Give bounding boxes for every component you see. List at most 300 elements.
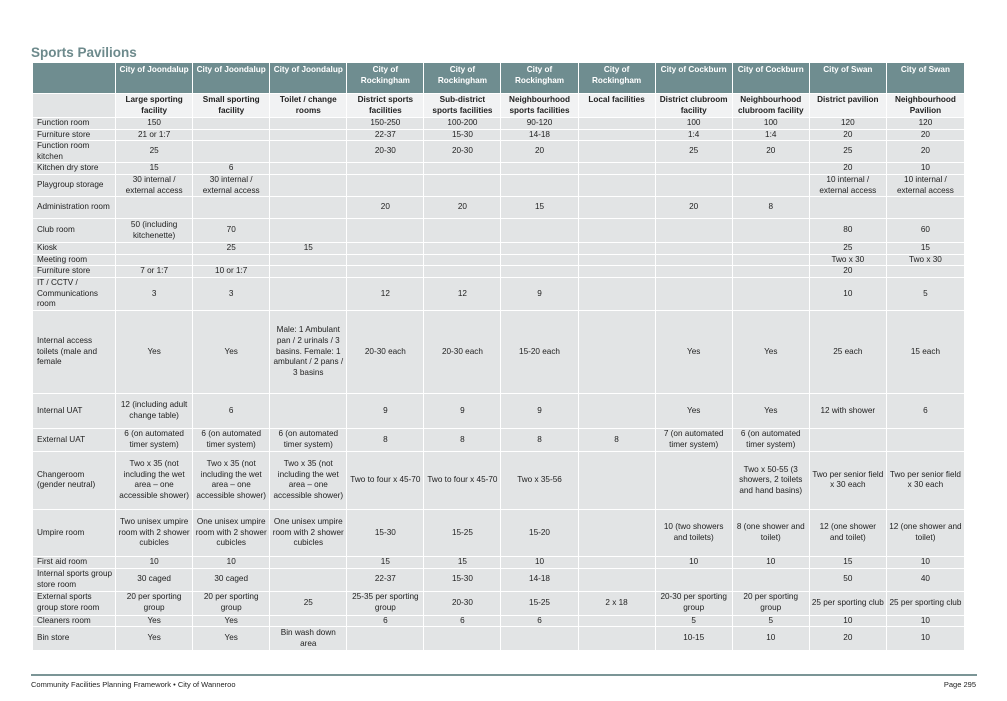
table-cell: 15 each: [886, 310, 964, 393]
table-cell: 6: [424, 615, 501, 627]
table-cell: Two to four x 45-70: [424, 451, 501, 509]
table-cell: 10: [655, 556, 732, 568]
table-cell: One unisex umpire room with 2 shower cubicles: [193, 509, 270, 556]
table-cell: Yes: [193, 310, 270, 393]
table-cell: [270, 174, 347, 196]
table-cell: 10: [886, 615, 964, 627]
table-cell: Two unisex umpire room with 2 shower cubicles: [116, 509, 193, 556]
facility-type-header-cell: District sports facilities: [347, 94, 424, 118]
table-cell: Yes: [116, 615, 193, 627]
table-cell: One unisex umpire room with 2 shower cubicles: [270, 509, 347, 556]
table-cell: 30 caged: [116, 568, 193, 591]
table-cell: [886, 428, 964, 451]
table-cell: 9: [501, 277, 578, 310]
table-cell: [501, 174, 578, 196]
table-cell: [578, 266, 655, 278]
table-cell: 120: [886, 118, 964, 130]
table-cell: 25 per sporting club: [886, 591, 964, 615]
table-cell: [347, 163, 424, 175]
table-cell: 6 (on automated timer system): [116, 428, 193, 451]
table-cell: 20 per sporting group: [193, 591, 270, 615]
table-cell: [501, 266, 578, 278]
table-cell: [655, 163, 732, 175]
table-cell: [270, 568, 347, 591]
council-header-row: [33, 63, 965, 94]
table-cell: [578, 254, 655, 266]
table-cell: 20: [809, 627, 886, 651]
table-cell: Yes: [116, 310, 193, 393]
table-cell: [501, 219, 578, 243]
table-cell: 8: [424, 428, 501, 451]
table-cell: 6: [193, 393, 270, 428]
table-cell: 10: [886, 627, 964, 651]
table-cell: 20: [501, 141, 578, 163]
row-label: Function room kitchen: [33, 141, 116, 163]
table-cell: 14-18: [501, 568, 578, 591]
table-cell: 15: [270, 243, 347, 255]
table-row: [33, 428, 965, 451]
table-cell: 10: [809, 615, 886, 627]
table-cell: [578, 219, 655, 243]
table-cell: [886, 197, 964, 219]
table-cell: 100: [732, 118, 809, 130]
table-cell: [655, 266, 732, 278]
table-cell: 8 (one shower and toilet): [732, 509, 809, 556]
council-header-cell: City of Joondalup: [193, 63, 270, 94]
table-cell: 6: [886, 393, 964, 428]
table-cell: [732, 277, 809, 310]
table-cell: 15-25: [501, 591, 578, 615]
table-cell: 21 or 1:7: [116, 129, 193, 141]
table-cell: 25: [809, 141, 886, 163]
table-cell: 15: [809, 556, 886, 568]
table-cell: 25: [809, 243, 886, 255]
table-cell: [578, 141, 655, 163]
table-cell: [270, 615, 347, 627]
council-header-cell: City of Rockingham: [501, 63, 578, 94]
table-cell: 50: [809, 568, 886, 591]
council-header-cell: City of Joondalup: [270, 63, 347, 94]
table-row: [33, 163, 965, 175]
table-cell: 6 (on automated timer system): [193, 428, 270, 451]
row-label: Club room: [33, 219, 116, 243]
table-cell: [578, 615, 655, 627]
table-cell: 70: [193, 219, 270, 243]
table-cell: [116, 254, 193, 266]
row-label: Bin store: [33, 627, 116, 651]
table-cell: 12 with shower: [809, 393, 886, 428]
table-cell: 12: [347, 277, 424, 310]
table-cell: 100: [655, 118, 732, 130]
table-cell: 12 (one shower and toilet): [809, 509, 886, 556]
table-cell: 12: [424, 277, 501, 310]
facility-type-header-cell: District pavilion: [809, 94, 886, 118]
table-cell: [655, 243, 732, 255]
table-cell: [809, 197, 886, 219]
table-cell: [732, 163, 809, 175]
table-cell: 20-30: [347, 141, 424, 163]
table-cell: 20-30 each: [424, 310, 501, 393]
facilities-table: [32, 62, 965, 651]
table-row: [33, 591, 965, 615]
table-cell: 10: [501, 556, 578, 568]
table-cell: 8: [347, 428, 424, 451]
table-cell: [732, 266, 809, 278]
table-cell: 10 or 1:7: [193, 266, 270, 278]
table-cell: [347, 219, 424, 243]
table-cell: 20: [424, 197, 501, 219]
table-cell: 25-35 per sporting group: [347, 591, 424, 615]
table-cell: 6 (on automated timer system): [270, 428, 347, 451]
table-cell: Two x 30: [886, 254, 964, 266]
table-cell: [270, 129, 347, 141]
table-cell: [193, 118, 270, 130]
row-label: Meeting room: [33, 254, 116, 266]
row-label: Internal access toilets (male and female: [33, 310, 116, 393]
table-cell: 22-37: [347, 568, 424, 591]
table-cell: Yes: [655, 310, 732, 393]
facility-type-header-cell: District clubroom facility: [655, 94, 732, 118]
table-row: [33, 568, 965, 591]
footer-page-number: Page 295: [943, 680, 976, 689]
table-cell: 10 (two showers and toilets): [655, 509, 732, 556]
table-cell: 14-18: [501, 129, 578, 141]
facility-type-header-cell: Neighbourhood clubroom facility: [732, 94, 809, 118]
table-cell: 25: [655, 141, 732, 163]
footer-document-title: Community Facilities Planning Framework • City of Wanneroo: [31, 680, 236, 689]
table-cell: 8: [578, 428, 655, 451]
table-row: [33, 627, 965, 651]
table-cell: [578, 310, 655, 393]
table-cell: [270, 219, 347, 243]
table-cell: 22-37: [347, 129, 424, 141]
table-cell: 10: [886, 556, 964, 568]
council-header-cell: City of Rockingham: [578, 63, 655, 94]
table-cell: [501, 243, 578, 255]
table-cell: [578, 163, 655, 175]
row-label: Umpire room: [33, 509, 116, 556]
table-row: [33, 174, 965, 196]
table-row: [33, 556, 965, 568]
table-cell: Two per senior field x 30 each: [809, 451, 886, 509]
table-cell: 12 (one shower and toilet): [886, 509, 964, 556]
table-cell: [424, 627, 501, 651]
table-cell: 10: [732, 556, 809, 568]
table-cell: Yes: [116, 627, 193, 651]
table-cell: 6: [193, 163, 270, 175]
council-header-cell: City of Swan: [886, 63, 964, 94]
table-cell: Two x 35 (not including the wet area – one accessible shower): [270, 451, 347, 509]
table-cell: [424, 243, 501, 255]
table-cell: 15: [886, 243, 964, 255]
row-label: Furniture store: [33, 266, 116, 278]
table-cell: [578, 118, 655, 130]
table-cell: [424, 219, 501, 243]
table-cell: 1:4: [732, 129, 809, 141]
table-cell: [655, 174, 732, 196]
table-row: [33, 243, 965, 255]
table-cell: 20: [809, 163, 886, 175]
table-cell: Male: 1 Ambulant pan / 2 urinals / 3 basins. Female: 1 ambulant / 2 pans / 3 basins: [270, 310, 347, 393]
table-cell: Bin wash down area: [270, 627, 347, 651]
table-cell: 20 per sporting group: [116, 591, 193, 615]
table-cell: 30 internal / external access: [193, 174, 270, 196]
table-cell: 20: [886, 141, 964, 163]
row-label: IT / CCTV / Communications room: [33, 277, 116, 310]
table-cell: [578, 568, 655, 591]
table-cell: [578, 509, 655, 556]
table-row: [33, 310, 965, 393]
council-header-cell: City of Rockingham: [347, 63, 424, 94]
row-label: External UAT: [33, 428, 116, 451]
table-row: [33, 266, 965, 278]
facility-type-header-cell: Toilet / change rooms: [270, 94, 347, 118]
table-cell: [270, 163, 347, 175]
footer-divider: [31, 674, 977, 676]
table-cell: Yes: [193, 615, 270, 627]
table-cell: 3: [116, 277, 193, 310]
table-cell: 20-30 per sporting group: [655, 591, 732, 615]
table-cell: 60: [886, 219, 964, 243]
table-cell: 9: [347, 393, 424, 428]
facility-type-header-row: [33, 94, 965, 118]
table-cell: [270, 197, 347, 219]
corner-cell: [33, 94, 116, 118]
facility-type-header-cell: Small sporting facility: [193, 94, 270, 118]
table-cell: [655, 254, 732, 266]
table-cell: 80: [809, 219, 886, 243]
row-label: Internal sports group store room: [33, 568, 116, 591]
table-cell: [270, 266, 347, 278]
table-cell: 15: [347, 556, 424, 568]
council-header-cell: City of Rockingham: [424, 63, 501, 94]
table-cell: [578, 556, 655, 568]
facility-type-header-cell: Sub-district sports facilities: [424, 94, 501, 118]
table-cell: [655, 277, 732, 310]
table-cell: 25 per sporting club: [809, 591, 886, 615]
table-cell: [347, 254, 424, 266]
table-cell: 15-20 each: [501, 310, 578, 393]
row-label: Function room: [33, 118, 116, 130]
row-label: Furniture store: [33, 129, 116, 141]
table-cell: 5: [732, 615, 809, 627]
table-cell: 20: [809, 266, 886, 278]
table-cell: 5: [886, 277, 964, 310]
table-cell: 15: [116, 163, 193, 175]
facility-type-header-cell: Large sporting facility: [116, 94, 193, 118]
table-cell: [501, 254, 578, 266]
table-cell: 120: [809, 118, 886, 130]
table-cell: 8: [732, 197, 809, 219]
table-cell: 7 or 1:7: [116, 266, 193, 278]
table-cell: [424, 254, 501, 266]
table-cell: 15-25: [424, 509, 501, 556]
table-cell: 15-30: [347, 509, 424, 556]
table-cell: [578, 277, 655, 310]
council-header-cell: City of Cockburn: [655, 63, 732, 94]
table-cell: 20-30: [424, 591, 501, 615]
table-cell: 10 internal / external access: [886, 174, 964, 196]
table-cell: [732, 174, 809, 196]
facility-type-header-cell: Neighbourhood sports facilities: [501, 94, 578, 118]
table-cell: [809, 428, 886, 451]
table-cell: 25: [116, 141, 193, 163]
table-cell: Two x 35-56: [501, 451, 578, 509]
table-cell: [347, 627, 424, 651]
row-label: Changeroom (gender neutral): [33, 451, 116, 509]
table-cell: 100-200: [424, 118, 501, 130]
table-cell: 20-30 each: [347, 310, 424, 393]
table-cell: 25 each: [809, 310, 886, 393]
table-cell: Two per senior field x 30 each: [886, 451, 964, 509]
table-cell: 10: [116, 556, 193, 568]
table-cell: 9: [424, 393, 501, 428]
table-cell: [270, 277, 347, 310]
table-cell: 10: [193, 556, 270, 568]
table-cell: [270, 118, 347, 130]
table-cell: [347, 174, 424, 196]
row-label: Cleaners room: [33, 615, 116, 627]
table-cell: [578, 393, 655, 428]
table-cell: 20: [886, 129, 964, 141]
table-cell: [270, 141, 347, 163]
table-cell: 20 per sporting group: [732, 591, 809, 615]
table-cell: Yes: [732, 310, 809, 393]
table-cell: 15: [424, 556, 501, 568]
table-cell: [501, 163, 578, 175]
table-cell: 50 (including kitchenette): [116, 219, 193, 243]
table-cell: Two to four x 45-70: [347, 451, 424, 509]
table-cell: [578, 129, 655, 141]
table-cell: [424, 266, 501, 278]
table-cell: [193, 254, 270, 266]
council-header-cell: City of Swan: [809, 63, 886, 94]
table-cell: [347, 243, 424, 255]
table-cell: [424, 163, 501, 175]
table-cell: [193, 141, 270, 163]
row-label: Kiosk: [33, 243, 116, 255]
row-label: Internal UAT: [33, 393, 116, 428]
table-cell: [732, 243, 809, 255]
table-cell: 6: [501, 615, 578, 627]
table-cell: 30 caged: [193, 568, 270, 591]
table-cell: 15-30: [424, 568, 501, 591]
table-cell: 20-30: [424, 141, 501, 163]
table-cell: [270, 556, 347, 568]
table-cell: 90-120: [501, 118, 578, 130]
table-cell: 12 (including adult change table): [116, 393, 193, 428]
row-label: Kitchen dry store: [33, 163, 116, 175]
row-label: Administration room: [33, 197, 116, 219]
table-cell: 25: [193, 243, 270, 255]
table-cell: [655, 451, 732, 509]
table-cell: 6 (on automated timer system): [732, 428, 809, 451]
table-cell: 10: [732, 627, 809, 651]
table-cell: 15-30: [424, 129, 501, 141]
table-row: [33, 615, 965, 627]
table-row: [33, 219, 965, 243]
table-cell: [578, 243, 655, 255]
table-cell: [116, 197, 193, 219]
council-header-cell: City of Joondalup: [116, 63, 193, 94]
table-row: [33, 509, 965, 556]
table-cell: 3: [193, 277, 270, 310]
table-cell: Yes: [193, 627, 270, 651]
table-cell: [270, 393, 347, 428]
table-row: [33, 254, 965, 266]
table-row: [33, 129, 965, 141]
row-label: Playgroup storage: [33, 174, 116, 196]
row-label: External sports group store room: [33, 591, 116, 615]
table-cell: Two x 35 (not including the wet area – one accessible shower): [116, 451, 193, 509]
table-cell: 6: [347, 615, 424, 627]
table-cell: 20: [732, 141, 809, 163]
table-cell: 5: [655, 615, 732, 627]
table-cell: [732, 568, 809, 591]
facility-type-header-cell: Local facilities: [578, 94, 655, 118]
table-cell: 20: [809, 129, 886, 141]
table-cell: 40: [886, 568, 964, 591]
table-cell: 1:4: [655, 129, 732, 141]
corner-cell: [33, 63, 116, 94]
table-cell: [578, 627, 655, 651]
table-cell: 20: [655, 197, 732, 219]
table-cell: [578, 197, 655, 219]
table-cell: 15: [501, 197, 578, 219]
table-cell: 10: [809, 277, 886, 310]
table-cell: Yes: [732, 393, 809, 428]
table-cell: [501, 627, 578, 651]
table-cell: Yes: [655, 393, 732, 428]
table-cell: 9: [501, 393, 578, 428]
table-cell: 2 x 18: [578, 591, 655, 615]
table-cell: 150-250: [347, 118, 424, 130]
table-cell: [424, 174, 501, 196]
table-row: [33, 451, 965, 509]
table-cell: 7 (on automated timer system): [655, 428, 732, 451]
table-row: [33, 277, 965, 310]
table-cell: 10-15: [655, 627, 732, 651]
table-row: [33, 118, 965, 130]
table-cell: 8: [501, 428, 578, 451]
table-cell: 15-20: [501, 509, 578, 556]
table-cell: [347, 266, 424, 278]
table-row: [33, 141, 965, 163]
table-cell: 25: [270, 591, 347, 615]
table-cell: Two x 30: [809, 254, 886, 266]
council-header-cell: City of Cockburn: [732, 63, 809, 94]
table-cell: [193, 197, 270, 219]
table-cell: [886, 266, 964, 278]
table-cell: 10 internal / external access: [809, 174, 886, 196]
row-label: First aid room: [33, 556, 116, 568]
page-title: Sports Pavilions: [31, 45, 137, 60]
table-cell: 10: [886, 163, 964, 175]
table-cell: [732, 254, 809, 266]
table-cell: [655, 568, 732, 591]
table-cell: [116, 243, 193, 255]
table-cell: Two x 50-55 (3 showers, 2 toilets and hand basins): [732, 451, 809, 509]
table-cell: Two x 35 (not including the wet area – one accessible shower): [193, 451, 270, 509]
table-cell: [193, 129, 270, 141]
table-row: [33, 197, 965, 219]
facility-type-header-cell: Neighbourhood Pavilion: [886, 94, 964, 118]
table-row: [33, 393, 965, 428]
table-cell: [732, 219, 809, 243]
table-cell: [578, 174, 655, 196]
table-cell: 20: [347, 197, 424, 219]
table-cell: 30 internal / external access: [116, 174, 193, 196]
